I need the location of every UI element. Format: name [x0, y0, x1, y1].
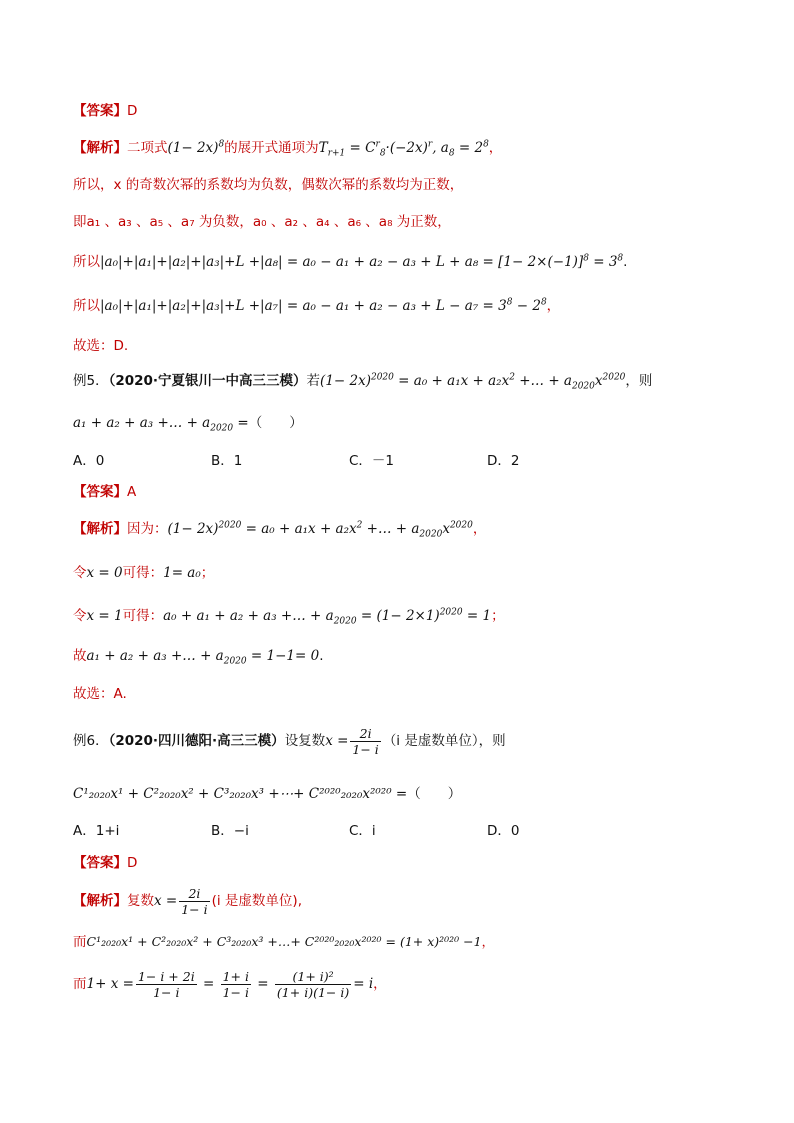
math-sub: r+1	[327, 148, 346, 159]
text: 令	[73, 608, 87, 624]
math-expr: 1= a₀	[163, 565, 201, 581]
text: 而	[73, 976, 87, 992]
text: 设复数	[284, 733, 326, 749]
example5-analysis-2	[73, 563, 214, 583]
answer-line-3	[73, 853, 137, 873]
text: （i 是虚数单位），则	[382, 733, 506, 749]
math-sup: 2	[356, 520, 363, 531]
math-expr: (1− 2x)	[320, 373, 371, 389]
math-expr: C¹₂₀₂₀x¹ + C²₂₀₂₀x² + C³₂₀₂₀x³ +…+ C²⁰²⁰₂₀₂₀x²⁰²⁰ = (1+ x)²⁰²⁰ −1	[86, 934, 482, 949]
math-expr: (1− 2x)	[167, 140, 219, 156]
math-sup: 2	[509, 372, 515, 383]
math-expr: (1− 2x)	[167, 521, 219, 537]
example5-analysis-3	[73, 606, 505, 626]
text: .	[623, 254, 628, 270]
math-expr: , a	[432, 140, 449, 156]
math-expr: a₀ + a₁ + a₂ + a₃ +… + a	[163, 608, 334, 624]
example5-question	[73, 371, 652, 391]
math-sup: 8	[483, 139, 489, 150]
example6-analysis-2	[73, 932, 494, 952]
example5-option-a: A．0	[73, 453, 105, 469]
fraction	[179, 886, 209, 917]
math-expr: = 3	[588, 254, 618, 270]
math-expr: x	[442, 521, 450, 537]
text: 令	[73, 565, 87, 581]
text: ；	[491, 608, 505, 624]
analysis-line-5	[73, 296, 560, 316]
math-expr: T	[318, 140, 328, 156]
math-expr: +… + a	[362, 521, 420, 537]
example-source: （2020·宁夏银川一中高三三模）	[108, 373, 307, 389]
example6-option-b: B．−i	[211, 823, 249, 839]
example5-analysis-1	[73, 519, 486, 539]
math-expr: = (1− 2×1)	[356, 608, 440, 624]
example-label: 例6．	[73, 733, 109, 749]
math-expr: 1+ x =	[86, 976, 134, 992]
example6-option-c: C．i	[349, 823, 376, 839]
analysis-line-3: 即a₁ 、a₃ 、a₅ 、a₇ 为负数，a₀ 、a₂ 、a₄ 、a₆ 、a₈ 为正数，	[73, 214, 451, 230]
example6-option-a: A．1+i	[73, 823, 120, 839]
analysis-tag: 【解析】	[73, 140, 127, 156]
text: 故	[73, 648, 87, 664]
math-expr: x = 1	[86, 608, 123, 624]
fraction	[275, 969, 351, 1000]
math-sub: 8	[448, 148, 455, 159]
text: 而	[73, 934, 87, 950]
example5-analysis-4	[73, 646, 324, 666]
example6-analysis-1	[73, 884, 302, 918]
answer-line-1	[73, 101, 137, 121]
fraction-numerator: 2i	[179, 886, 209, 902]
text: =（ ）	[391, 786, 462, 802]
example5-option-b: B．1	[211, 453, 243, 469]
math-sub: 2020	[333, 616, 357, 627]
analysis-line-1	[73, 138, 502, 158]
example5-option-d: D．2	[487, 453, 520, 469]
math-expr: = a₀ + a₁x + a₂x	[241, 521, 357, 537]
fraction-numerator: 1− i + 2i	[137, 968, 195, 984]
fraction-denominator: (1+ i)(1− i)	[276, 984, 350, 1000]
math-sup: 2020	[439, 607, 463, 618]
example-label: 例5．	[73, 373, 109, 389]
math-expr: = 2	[454, 140, 484, 156]
text: 可得：	[122, 608, 164, 624]
answer-value: A	[127, 484, 137, 500]
answer-tag: 【答案】	[73, 103, 127, 119]
fraction	[136, 969, 197, 1000]
example6-analysis-3: 而1+ x = $\frac{1- i + 2i}{1- i}$ = $\frac{1+ i}{1- i}$ = $\frac{\text{(1+ i)²}}{(1+ i)(1- i)}$ = i，	[73, 968, 387, 1000]
math-sup: 2020	[218, 520, 242, 531]
math-sub: 2020	[223, 656, 247, 667]
text: ，则	[625, 373, 653, 389]
text: 二项式	[127, 140, 168, 156]
answer-value: D	[127, 103, 138, 119]
text: ，	[481, 934, 495, 949]
fraction-denominator: 1− i	[352, 741, 379, 757]
math-expr: x = 0	[86, 565, 123, 581]
math-sup: 8	[506, 297, 513, 308]
example-source: （2020·四川德阳·高三三模）	[108, 733, 285, 749]
text: 的展开式通项为	[224, 140, 319, 156]
text: ；	[200, 565, 215, 581]
text: (i 是虚数单位),	[211, 893, 302, 909]
example5-question-2	[73, 413, 303, 433]
example6-option-d: D．0	[487, 823, 520, 839]
text: ，	[472, 521, 487, 537]
math-expr: x	[594, 373, 603, 389]
math-expr: +… + a	[514, 373, 572, 389]
math-sub: 2020	[210, 423, 234, 434]
math-expr: x =	[154, 893, 178, 909]
text: 可得：	[122, 565, 164, 581]
text: =（ ）	[233, 415, 303, 431]
text: 因为：	[127, 521, 168, 537]
answer-tag: 【答案】	[73, 484, 127, 500]
fraction-denominator: 1− i	[153, 984, 180, 1000]
answer-line-2	[73, 482, 136, 502]
text: 若	[306, 373, 321, 389]
math-expr: x =	[325, 733, 349, 749]
fraction-numerator: (1+ i)²	[275, 969, 351, 985]
math-expr: = i	[353, 976, 374, 992]
analysis-tag: 【解析】	[73, 893, 127, 909]
answer-tag: 【答案】	[73, 855, 127, 871]
math-sub: 8	[379, 148, 386, 159]
math-sup: r	[427, 139, 433, 150]
fraction-denominator: 1− i	[222, 984, 250, 1000]
fraction	[221, 969, 251, 1000]
math-sub: 2020	[571, 381, 595, 392]
math-expr: = 1−1= 0	[246, 648, 320, 664]
math-expr: = a₀ + a₁x + a₂x	[393, 373, 510, 389]
choose-line-2: 故选：A.	[73, 686, 127, 702]
math-expr: |a₀|+|a₁|+|a₂|+|a₃|+L +|a₈| = a₀ − a₁ + a₂ − a₃ + L + a₈ = [1− 2×(−1)]	[100, 254, 584, 270]
math-sup: 2020	[370, 372, 394, 383]
choose-line-1: 故选：D.	[73, 338, 129, 354]
math-expr: C¹₂₀₂₀x¹ + C²₂₀₂₀x² + C³₂₀₂₀x³ +⋯+ C²⁰²⁰₂₀₂₀x²⁰²⁰	[73, 786, 392, 802]
math-sup: 8	[218, 139, 225, 150]
example6-question-2	[73, 784, 461, 804]
math-sub: 2020	[419, 529, 443, 540]
fraction	[350, 726, 380, 757]
text: 复数	[127, 893, 154, 909]
math-expr: = 1	[462, 608, 492, 624]
text: ，	[373, 976, 387, 992]
text: ，	[488, 140, 503, 156]
math-sup: r	[375, 139, 380, 150]
fraction-denominator: 1− i	[181, 901, 208, 917]
analysis-tag: 【解析】	[73, 521, 127, 537]
math-expr: a₁ + a₂ + a₃ +… + a	[73, 415, 211, 431]
fraction-numerator: 2i	[350, 726, 380, 742]
text: 所以	[73, 254, 100, 270]
example5-option-c: C．－1	[349, 453, 395, 469]
text: ，	[546, 298, 561, 314]
text: .	[319, 648, 324, 664]
math-expr: = C	[345, 140, 376, 156]
math-sup: 8	[540, 297, 547, 308]
text: 所以	[73, 298, 100, 314]
answer-value: D	[127, 855, 138, 871]
math-expr: a₁ + a₂ + a₃ +… + a	[86, 648, 224, 664]
math-sup: 2020	[602, 372, 626, 383]
analysis-line-2: 所以，x 的奇数次幂的系数均为负数，偶数次幂的系数均为正数，	[73, 177, 464, 193]
math-sup: 2020	[449, 520, 473, 531]
math-sup: 8	[583, 253, 589, 264]
math-expr: − 2	[512, 298, 541, 314]
analysis-line-4	[73, 252, 627, 272]
math-expr: ·(−2x)	[385, 140, 428, 156]
math-sup: 8	[617, 253, 624, 264]
math-expr: |a₀|+|a₁|+|a₂|+|a₃|+L +|a₇| = a₀ − a₁ + a₂ − a₃ + L − a₇ = 3	[100, 298, 507, 314]
fraction-numerator: 1+ i	[222, 968, 250, 984]
example6-question	[73, 724, 506, 758]
